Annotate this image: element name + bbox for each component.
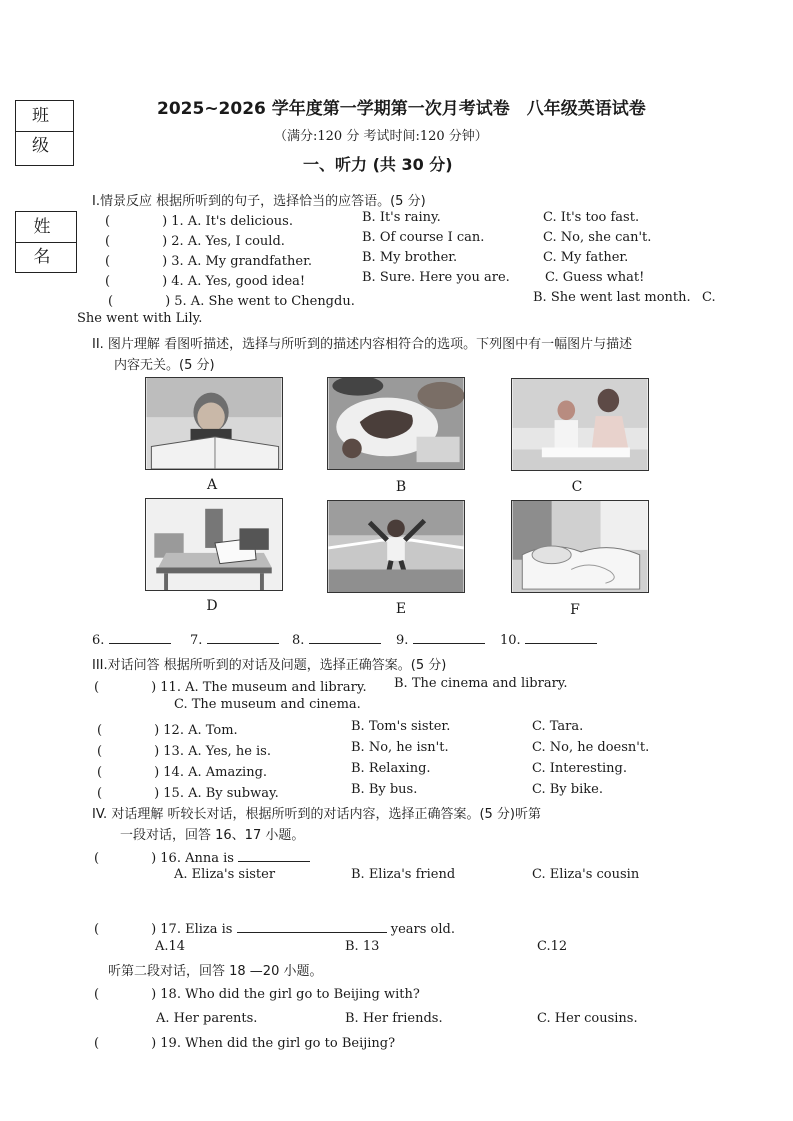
q3-a: ( ) 3. A. My grandfather.	[105, 254, 313, 269]
exam-title: 2025~2026 学年度第一学期第一次月考试卷 八年级英语试卷	[157, 99, 646, 119]
q13-c: C. No, he doesn't.	[532, 740, 650, 755]
part4-instruction-cont: 一段对话，回答 16、17 小题。	[120, 828, 305, 843]
q15-c: C. By bike.	[532, 782, 603, 797]
second-dialogue-instruction: 听第二段对话，回答 18 —20 小题。	[108, 964, 323, 979]
name-box	[15, 211, 77, 273]
q13-a: ( ) 13. A. Yes, he is.	[97, 744, 271, 759]
q11-b: B. The cinema and library.	[394, 676, 568, 691]
q17-blank[interactable]	[237, 919, 387, 933]
q18-c: C. Her cousins.	[537, 1011, 638, 1026]
blank-10-line[interactable]	[525, 630, 597, 644]
class-label: 班 级	[16, 101, 73, 132]
q19-stem: ( ) 19. When did the girl go to Beijing?	[94, 1036, 396, 1051]
q5-b: B. She went last month.	[533, 290, 691, 305]
blank-7-line[interactable]	[207, 630, 279, 644]
q18-b: B. Her friends.	[345, 1011, 443, 1026]
blank-9-line[interactable]	[413, 630, 485, 644]
part2-instruction: II. 图片理解 看图听描述，选择与所听到的描述内容相符合的选项。下列图中有一幅图片与描述	[92, 337, 633, 352]
q14-b: B. Relaxing.	[351, 761, 431, 776]
blank-9[interactable]	[396, 630, 485, 648]
q11-c: C. The museum and cinema.	[174, 697, 361, 712]
q5-c: C.	[702, 290, 716, 305]
part1-instruction: I.情景反应 根据所听到的句子，选择恰当的应答语。(5 分)	[92, 194, 426, 209]
q12-c: C. Tara.	[532, 719, 584, 734]
class-box	[15, 100, 74, 166]
q17-stem-text: ( ) 17. Eliza is	[94, 922, 233, 937]
blank-8-line[interactable]	[309, 630, 381, 644]
messy-desk-illustration	[146, 499, 282, 590]
name-label: 姓 名	[16, 212, 76, 243]
q15-b: B. By bus.	[351, 782, 418, 797]
picture-f-label: F	[570, 602, 580, 618]
blank-7-label: 7.	[190, 633, 203, 648]
food-plate-illustration	[328, 378, 464, 469]
q2-b: B. Of course I can.	[362, 230, 485, 245]
q13-b: B. No, he isn't.	[351, 740, 449, 755]
picture-c-label: C	[571, 479, 583, 495]
q16-c: C. Eliza's cousin	[532, 867, 640, 882]
blank-9-label: 9.	[396, 633, 409, 648]
q16-a: A. Eliza's sister	[174, 867, 276, 882]
picture-d-label: D	[206, 598, 218, 614]
runner-finish-illustration	[328, 501, 464, 592]
mother-child-illustration	[512, 379, 648, 470]
q17-a: A.14	[155, 939, 186, 954]
q18-stem: ( ) 18. Who did the girl go to Beijing with?	[94, 987, 420, 1002]
q3-c: C. My father.	[543, 250, 629, 265]
q12-a: ( ) 12. A. Tom.	[97, 723, 238, 738]
picture-d	[145, 498, 283, 591]
q2-a: ( ) 2. A. Yes, I could.	[105, 234, 285, 249]
blank-6[interactable]	[92, 630, 171, 648]
q4-b: B. Sure. Here you are.	[362, 270, 510, 285]
q3-b: B. My brother.	[362, 250, 458, 265]
q17-c: C.12	[537, 939, 568, 954]
q5-a: ( ) 5. A. She went to Chengdu.	[108, 294, 355, 309]
picture-b	[327, 377, 465, 470]
blank-10-label: 10.	[500, 633, 521, 648]
q11-a: ( ) 11. A. The museum and library.	[94, 680, 367, 695]
picture-a	[145, 377, 283, 470]
q5-c-cont: She went with Lily.	[77, 311, 203, 326]
blank-6-label: 6.	[92, 633, 105, 648]
q4-c: C. Guess what!	[545, 270, 645, 285]
q2-c: C. No, she can't.	[543, 230, 652, 245]
blank-8-label: 8.	[292, 633, 305, 648]
q1-b: B. It's rainy.	[362, 210, 441, 225]
part4-instruction: IV. 对话理解 听较长对话，根据所听到的对话内容，选择正确答案。(5 分)听第	[92, 807, 541, 822]
picture-b-label: B	[395, 479, 407, 495]
q4-a: ( ) 4. A. Yes, good idea!	[105, 274, 306, 289]
picture-e-label: E	[395, 601, 407, 617]
blank-10[interactable]	[500, 630, 597, 648]
part2-instruction-cont: 内容无关。(5 分)	[114, 358, 215, 373]
picture-e	[327, 500, 465, 593]
q17-tail: years old.	[390, 922, 455, 937]
q1-c: C. It's too fast.	[543, 210, 640, 225]
q16-stem-text: ( ) 16. Anna is	[94, 851, 234, 866]
picture-f	[511, 500, 649, 593]
messy-bed-illustration	[512, 501, 648, 592]
part3-instruction: III.对话问答 根据所听到的对话及问题，选择正确答案。(5 分)	[92, 658, 447, 673]
boy-reading-illustration	[146, 378, 282, 469]
picture-c	[511, 378, 649, 471]
q14-a: ( ) 14. A. Amazing.	[97, 765, 268, 780]
q12-b: B. Tom's sister.	[351, 719, 451, 734]
q16-blank[interactable]	[238, 848, 310, 862]
exam-subtitle: （满分:120 分 考试时间:120 分钟）	[274, 129, 488, 144]
section-title: 一、听力 (共 30 分)	[303, 155, 453, 174]
q16-b: B. Eliza's friend	[351, 867, 456, 882]
q17-stem	[94, 918, 455, 937]
q16-stem	[94, 847, 310, 866]
q1-a: ( ) 1. A. It's delicious.	[105, 214, 293, 229]
blank-6-line[interactable]	[109, 630, 171, 644]
q14-c: C. Interesting.	[532, 761, 627, 776]
blank-8[interactable]	[292, 630, 381, 648]
blank-7[interactable]	[190, 630, 279, 648]
picture-a-label: A	[206, 477, 218, 493]
q17-b: B. 13	[345, 939, 380, 954]
q18-a: A. Her parents.	[156, 1011, 258, 1026]
q15-a: ( ) 15. A. By subway.	[97, 786, 279, 801]
